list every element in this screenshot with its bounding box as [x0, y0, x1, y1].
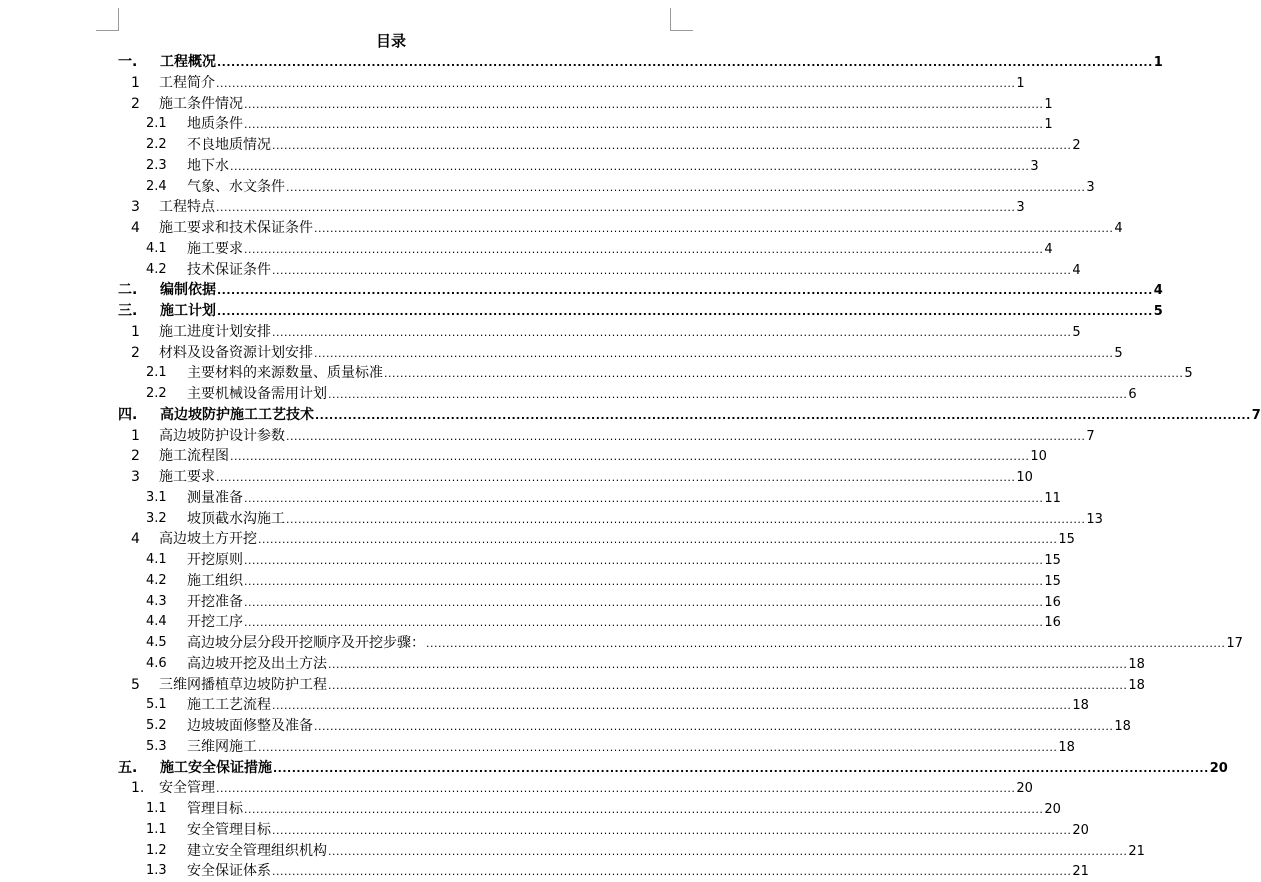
toc-entry-page: 3 — [1016, 200, 1025, 216]
toc-entry-number: 4.1 — [146, 552, 167, 567]
toc-entry-number: 二. — [118, 282, 138, 299]
toc-entry-title: 工程简介 — [159, 74, 215, 91]
toc-entry[interactable] — [0, 799, 1061, 820]
toc-entry-title: 开挖原则 — [187, 552, 243, 568]
dot-leader: ........................................................................................................................................................................................................ — [286, 512, 1086, 526]
toc-entry[interactable] — [0, 820, 1089, 841]
toc-entry-title: 三维网施工 — [187, 738, 257, 755]
toc-entry-title: 安全管理目标 — [187, 821, 271, 838]
toc-entry-page: 15 — [1058, 532, 1075, 548]
toc-entry[interactable] — [0, 405, 1261, 426]
toc-entry-number: 3.1 — [146, 489, 167, 505]
toc-entry-number: 4.1 — [146, 240, 167, 256]
toc-entry-title: 安全保证体系 — [187, 863, 271, 880]
toc-entry[interactable] — [0, 73, 1025, 94]
dot-leader: ........................................................................................................................................................................................................ — [216, 201, 1016, 215]
toc-entry-number: 5.1 — [146, 697, 167, 713]
toc-entry-number: 2 — [131, 448, 140, 465]
toc-entry-page: 4 — [1114, 221, 1123, 236]
toc-entry-number: 3 — [131, 469, 140, 485]
toc-entry[interactable] — [0, 861, 1089, 882]
toc-entry-page: 4 — [1072, 262, 1081, 278]
toc-entry[interactable] — [0, 612, 1061, 633]
dot-leader: ........................................................................................................................................................................................................ — [244, 554, 1044, 567]
toc-entry-number: 1. — [131, 780, 145, 797]
toc-entry-page: 4 — [1153, 283, 1163, 299]
toc-entry[interactable] — [0, 675, 1145, 696]
toc-entry-page: 15 — [1044, 553, 1061, 568]
dot-leader: ........................................................................................................................................................................................................ — [272, 325, 1072, 339]
toc-entry-page: 17 — [1226, 636, 1243, 651]
toc-entry-number: 1.2 — [146, 842, 167, 858]
dot-leader: ........................................................................................................................................................................................................ — [272, 139, 1072, 152]
toc-entry-title: 开挖准备 — [187, 593, 243, 610]
toc-entry-number: 四. — [118, 406, 138, 423]
toc-entry-number: 1 — [131, 74, 140, 91]
toc-entry-title: 施工要求 — [159, 469, 215, 485]
dot-leader: ........................................................................................................................................................................................................ — [216, 782, 1016, 796]
toc-entry-number: 五. — [118, 759, 138, 776]
toc-entry-page: 5 — [1114, 345, 1123, 361]
toc-entry[interactable] — [0, 94, 1053, 115]
dot-leader: ........................................................................................................................................................................................................ — [217, 305, 1153, 318]
dot-leader: ........................................................................................................................................................................................................ — [426, 637, 1226, 650]
toc-entry-number: 1.3 — [146, 863, 167, 879]
toc-entry-number: 2.2 — [146, 137, 167, 152]
toc-entry-title: 建立安全管理组织机构 — [187, 842, 327, 859]
toc-entry-number: 4.6 — [146, 655, 167, 671]
toc-entry[interactable] — [0, 426, 1095, 447]
toc-entry-page: 11 — [1044, 490, 1061, 506]
toc-entry-page: 20 — [1044, 802, 1061, 817]
toc-entry-title: 施工进度计划安排 — [159, 323, 271, 340]
dot-leader: ........................................................................................................................................................................................................ — [244, 803, 1044, 816]
toc-entry-page: 18 — [1128, 677, 1145, 693]
toc-entry[interactable] — [0, 239, 1053, 260]
toc-entry-title: 主要机械设备需用计划 — [187, 386, 327, 402]
dot-leader: ........................................................................................................................................................................................................ — [272, 263, 1072, 277]
toc-entry-number: 4 — [131, 531, 140, 548]
toc-entry-number: 1 — [131, 323, 140, 340]
toc-entry-number: 1 — [131, 427, 140, 444]
toc-entry[interactable] — [0, 218, 1123, 239]
dot-leader: ........................................................................................................................................................................................................ — [328, 678, 1128, 692]
toc-entry-title: 主要材料的来源数量、质量标准 — [187, 365, 383, 382]
toc-entry-page: 18 — [1072, 698, 1089, 714]
toc-entry[interactable] — [0, 758, 1228, 779]
toc-entry-title: 高边坡防护施工工艺技术 — [160, 406, 314, 423]
toc-entry-number: 2.4 — [146, 178, 167, 194]
toc-entry-number: 4.2 — [146, 572, 167, 588]
dot-leader: ........................................................................................................................................................................................................ — [273, 761, 1209, 775]
toc-entry-title: 施工安全保证措施 — [160, 759, 272, 776]
toc-entry[interactable] — [0, 384, 1137, 405]
toc-entry-page: 20 — [1072, 822, 1089, 838]
toc-entry-page: 10 — [1016, 470, 1033, 485]
toc-entry[interactable] — [0, 322, 1081, 343]
toc-entry[interactable] — [0, 654, 1145, 675]
dot-leader: ........................................................................................................................................................................................................ — [328, 657, 1128, 671]
toc-entry-title: 三维网播植草边坡防护工程 — [159, 676, 327, 693]
toc-entry-title: 编制依据 — [160, 282, 216, 299]
toc-entry-number: 2 — [131, 95, 140, 112]
toc-entry-title: 边坡坡面修整及准备 — [187, 718, 313, 734]
toc-entry[interactable] — [0, 135, 1081, 156]
toc-entry[interactable] — [0, 467, 1033, 488]
toc-entry-title: 安全管理 — [159, 780, 215, 797]
toc-entry-title: 工程特点 — [159, 199, 215, 216]
toc-entry-number: 1.1 — [146, 801, 167, 816]
toc-entry-title: 工程概况 — [160, 54, 216, 70]
toc-entry-title: 测量准备 — [187, 489, 243, 506]
toc-entry-title: 地下水 — [187, 157, 229, 174]
dot-leader: ........................................................................................................................................................................................................ — [328, 388, 1128, 401]
dot-leader: ........................................................................................................................................................................................................ — [272, 865, 1072, 879]
toc-entry-number: 4.4 — [146, 614, 167, 630]
toc-entry-page: 5 — [1153, 304, 1163, 319]
toc-entry-title: 开挖工序 — [187, 614, 243, 631]
toc-entry-number: 2.3 — [146, 157, 167, 173]
toc-entry[interactable] — [0, 778, 1033, 799]
dot-leader: ........................................................................................................................................................................................................ — [258, 740, 1058, 754]
toc-entry[interactable] — [0, 509, 1103, 530]
toc-entry-page: 7 — [1251, 407, 1261, 423]
table-of-contents — [0, 52, 1261, 882]
toc-entry-number: 3.2 — [146, 510, 167, 526]
dot-leader: ........................................................................................................................................................................................................ — [244, 616, 1044, 630]
toc-entry[interactable] — [0, 177, 1095, 198]
toc-entry-title: 高边坡开挖及出土方法 — [187, 655, 327, 672]
dot-leader: ........................................................................................................................................................................................................ — [286, 429, 1086, 443]
toc-entry-page: 20 — [1016, 781, 1033, 797]
toc-entry-page: 10 — [1030, 449, 1047, 465]
toc-entry-number: 4.3 — [146, 593, 167, 609]
dot-leader: ........................................................................................................................................................................................................ — [258, 533, 1058, 547]
toc-entry[interactable] — [0, 114, 1053, 135]
toc-entry-page: 16 — [1044, 594, 1061, 610]
toc-entry-page: 15 — [1044, 573, 1061, 589]
toc-entry-title: 施工条件情况 — [159, 95, 243, 112]
toc-entry-page: 1 — [1016, 75, 1025, 91]
toc-entry-page: 18 — [1114, 719, 1131, 734]
dot-leader: ........................................................................................................................................................................................................ — [384, 367, 1184, 381]
toc-entry-page: 13 — [1086, 511, 1103, 527]
toc-entry[interactable] — [0, 633, 1243, 654]
toc-entry-page: 1 — [1044, 117, 1053, 133]
toc-entry-title: 管理目标 — [187, 801, 243, 817]
dot-leader: ........................................................................................................................................................................................................ — [315, 408, 1251, 422]
toc-entry-title: 材料及设备资源计划安排 — [159, 344, 313, 361]
toc-entry[interactable] — [0, 280, 1163, 301]
toc-entry-number: 4.5 — [146, 635, 167, 650]
toc-entry-number: 三. — [118, 303, 138, 319]
dot-leader: ........................................................................................................................................................................................................ — [314, 720, 1114, 733]
toc-entry-page: 18 — [1058, 739, 1075, 755]
toc-entry-number: 5.2 — [146, 718, 167, 733]
toc-entry-number: 2 — [131, 344, 140, 361]
toc-entry-number: 2.2 — [146, 386, 167, 401]
toc-entry-page: 3 — [1086, 179, 1095, 195]
toc-entry-title: 气象、水文条件 — [187, 178, 285, 195]
dot-leader: ........................................................................................................................................................................................................ — [244, 242, 1044, 256]
toc-entry[interactable] — [0, 301, 1163, 322]
toc-entry[interactable] — [0, 446, 1047, 467]
toc-entry-title: 施工要求和技术保证条件 — [159, 220, 313, 236]
toc-entry[interactable] — [0, 841, 1145, 862]
toc-entry-page: 21 — [1128, 843, 1145, 859]
toc-entry-title: 高边坡防护设计参数 — [159, 427, 285, 444]
toc-entry[interactable] — [0, 529, 1075, 550]
toc-entry-title: 技术保证条件 — [187, 261, 271, 278]
dot-leader: ........................................................................................................................................................................................................ — [244, 491, 1044, 505]
dot-leader: ........................................................................................................................................................................................................ — [244, 574, 1044, 588]
toc-entry-page: 21 — [1072, 864, 1089, 880]
toc-entry-number: 一. — [118, 54, 138, 70]
toc-entry-number: 2.1 — [146, 116, 167, 132]
toc-entry[interactable] — [0, 716, 1131, 737]
toc-entry-title: 坡顶截水沟施工 — [187, 510, 285, 527]
toc-entry-title: 高边坡分层分段开挖顺序及开挖步骤： — [187, 635, 425, 651]
dot-leader: ........................................................................................................................................................................................................ — [216, 471, 1016, 484]
toc-entry-title: 施工流程图 — [159, 448, 229, 465]
dot-leader: ........................................................................................................................................................................................................ — [286, 180, 1086, 194]
dot-leader: ........................................................................................................................................................................................................ — [217, 284, 1153, 298]
toc-entry-number: 1.1 — [146, 821, 167, 837]
toc-entry-page: 16 — [1044, 615, 1061, 631]
toc-entry-title: 不良地质情况 — [187, 137, 271, 153]
page-corner-mark-right — [670, 8, 693, 31]
toc-entry-number: 4.2 — [146, 261, 167, 277]
toc-entry-title: 地质条件 — [187, 116, 243, 133]
toc-entry-number: 5.3 — [146, 738, 167, 754]
toc-entry-page: 1 — [1153, 55, 1163, 70]
toc-entry[interactable] — [0, 592, 1061, 613]
dot-leader: ........................................................................................................................................................................................................ — [314, 346, 1114, 360]
dot-leader: ........................................................................................................................................................................................................ — [314, 222, 1114, 235]
toc-entry-page: 5 — [1184, 366, 1193, 382]
toc-title: 目录 — [375, 32, 406, 50]
toc-entry[interactable] — [0, 363, 1193, 384]
toc-entry-title: 高边坡土方开挖 — [159, 531, 257, 548]
toc-entry[interactable] — [0, 52, 1163, 73]
dot-leader: ........................................................................................................................................................................................................ — [244, 595, 1044, 609]
toc-entry[interactable] — [0, 488, 1061, 509]
toc-entry[interactable] — [0, 737, 1075, 758]
dot-leader: ........................................................................................................................................................................................................ — [216, 76, 1016, 90]
toc-entry-title: 施工要求 — [187, 240, 243, 257]
toc-entry-page: 5 — [1072, 324, 1081, 340]
dot-leader: ........................................................................................................................................................................................................ — [230, 450, 1030, 464]
toc-entry-page: 20 — [1209, 760, 1228, 776]
toc-entry-title: 施工工艺流程 — [187, 697, 271, 714]
toc-entry-page: 6 — [1128, 387, 1137, 402]
toc-entry[interactable] — [0, 695, 1089, 716]
toc-entry-page: 1 — [1044, 96, 1053, 112]
toc-entry-page: 7 — [1086, 428, 1095, 444]
page-corner-mark-left — [96, 8, 119, 31]
dot-leader: ........................................................................................................................................................................................................ — [272, 699, 1072, 713]
toc-entry[interactable] — [0, 260, 1081, 281]
toc-entry-page: 3 — [1030, 158, 1039, 174]
toc-entry-number: 5 — [131, 676, 140, 693]
toc-entry-title: 施工组织 — [187, 572, 243, 589]
toc-entry[interactable] — [0, 571, 1061, 592]
dot-leader: ........................................................................................................................................................................................................ — [272, 823, 1072, 837]
toc-entry[interactable] — [0, 156, 1039, 177]
dot-leader: ........................................................................................................................................................................................................ — [217, 56, 1153, 69]
toc-entry-number: 4 — [131, 220, 140, 236]
toc-entry-page: 4 — [1044, 241, 1053, 257]
toc-entry-page: 2 — [1072, 138, 1081, 153]
dot-leader: ........................................................................................................................................................................................................ — [230, 159, 1030, 173]
toc-entry[interactable] — [0, 197, 1025, 218]
toc-entry-title: 施工计划 — [160, 303, 216, 319]
dot-leader: ........................................................................................................................................................................................................ — [244, 97, 1044, 111]
toc-entry-number: 3 — [131, 199, 140, 216]
toc-entry[interactable] — [0, 343, 1123, 364]
dot-leader: ........................................................................................................................................................................................................ — [328, 844, 1128, 858]
toc-entry-page: 18 — [1128, 656, 1145, 672]
toc-entry[interactable] — [0, 550, 1061, 571]
toc-entry-number: 2.1 — [146, 365, 167, 381]
dot-leader: ........................................................................................................................................................................................................ — [244, 118, 1044, 132]
